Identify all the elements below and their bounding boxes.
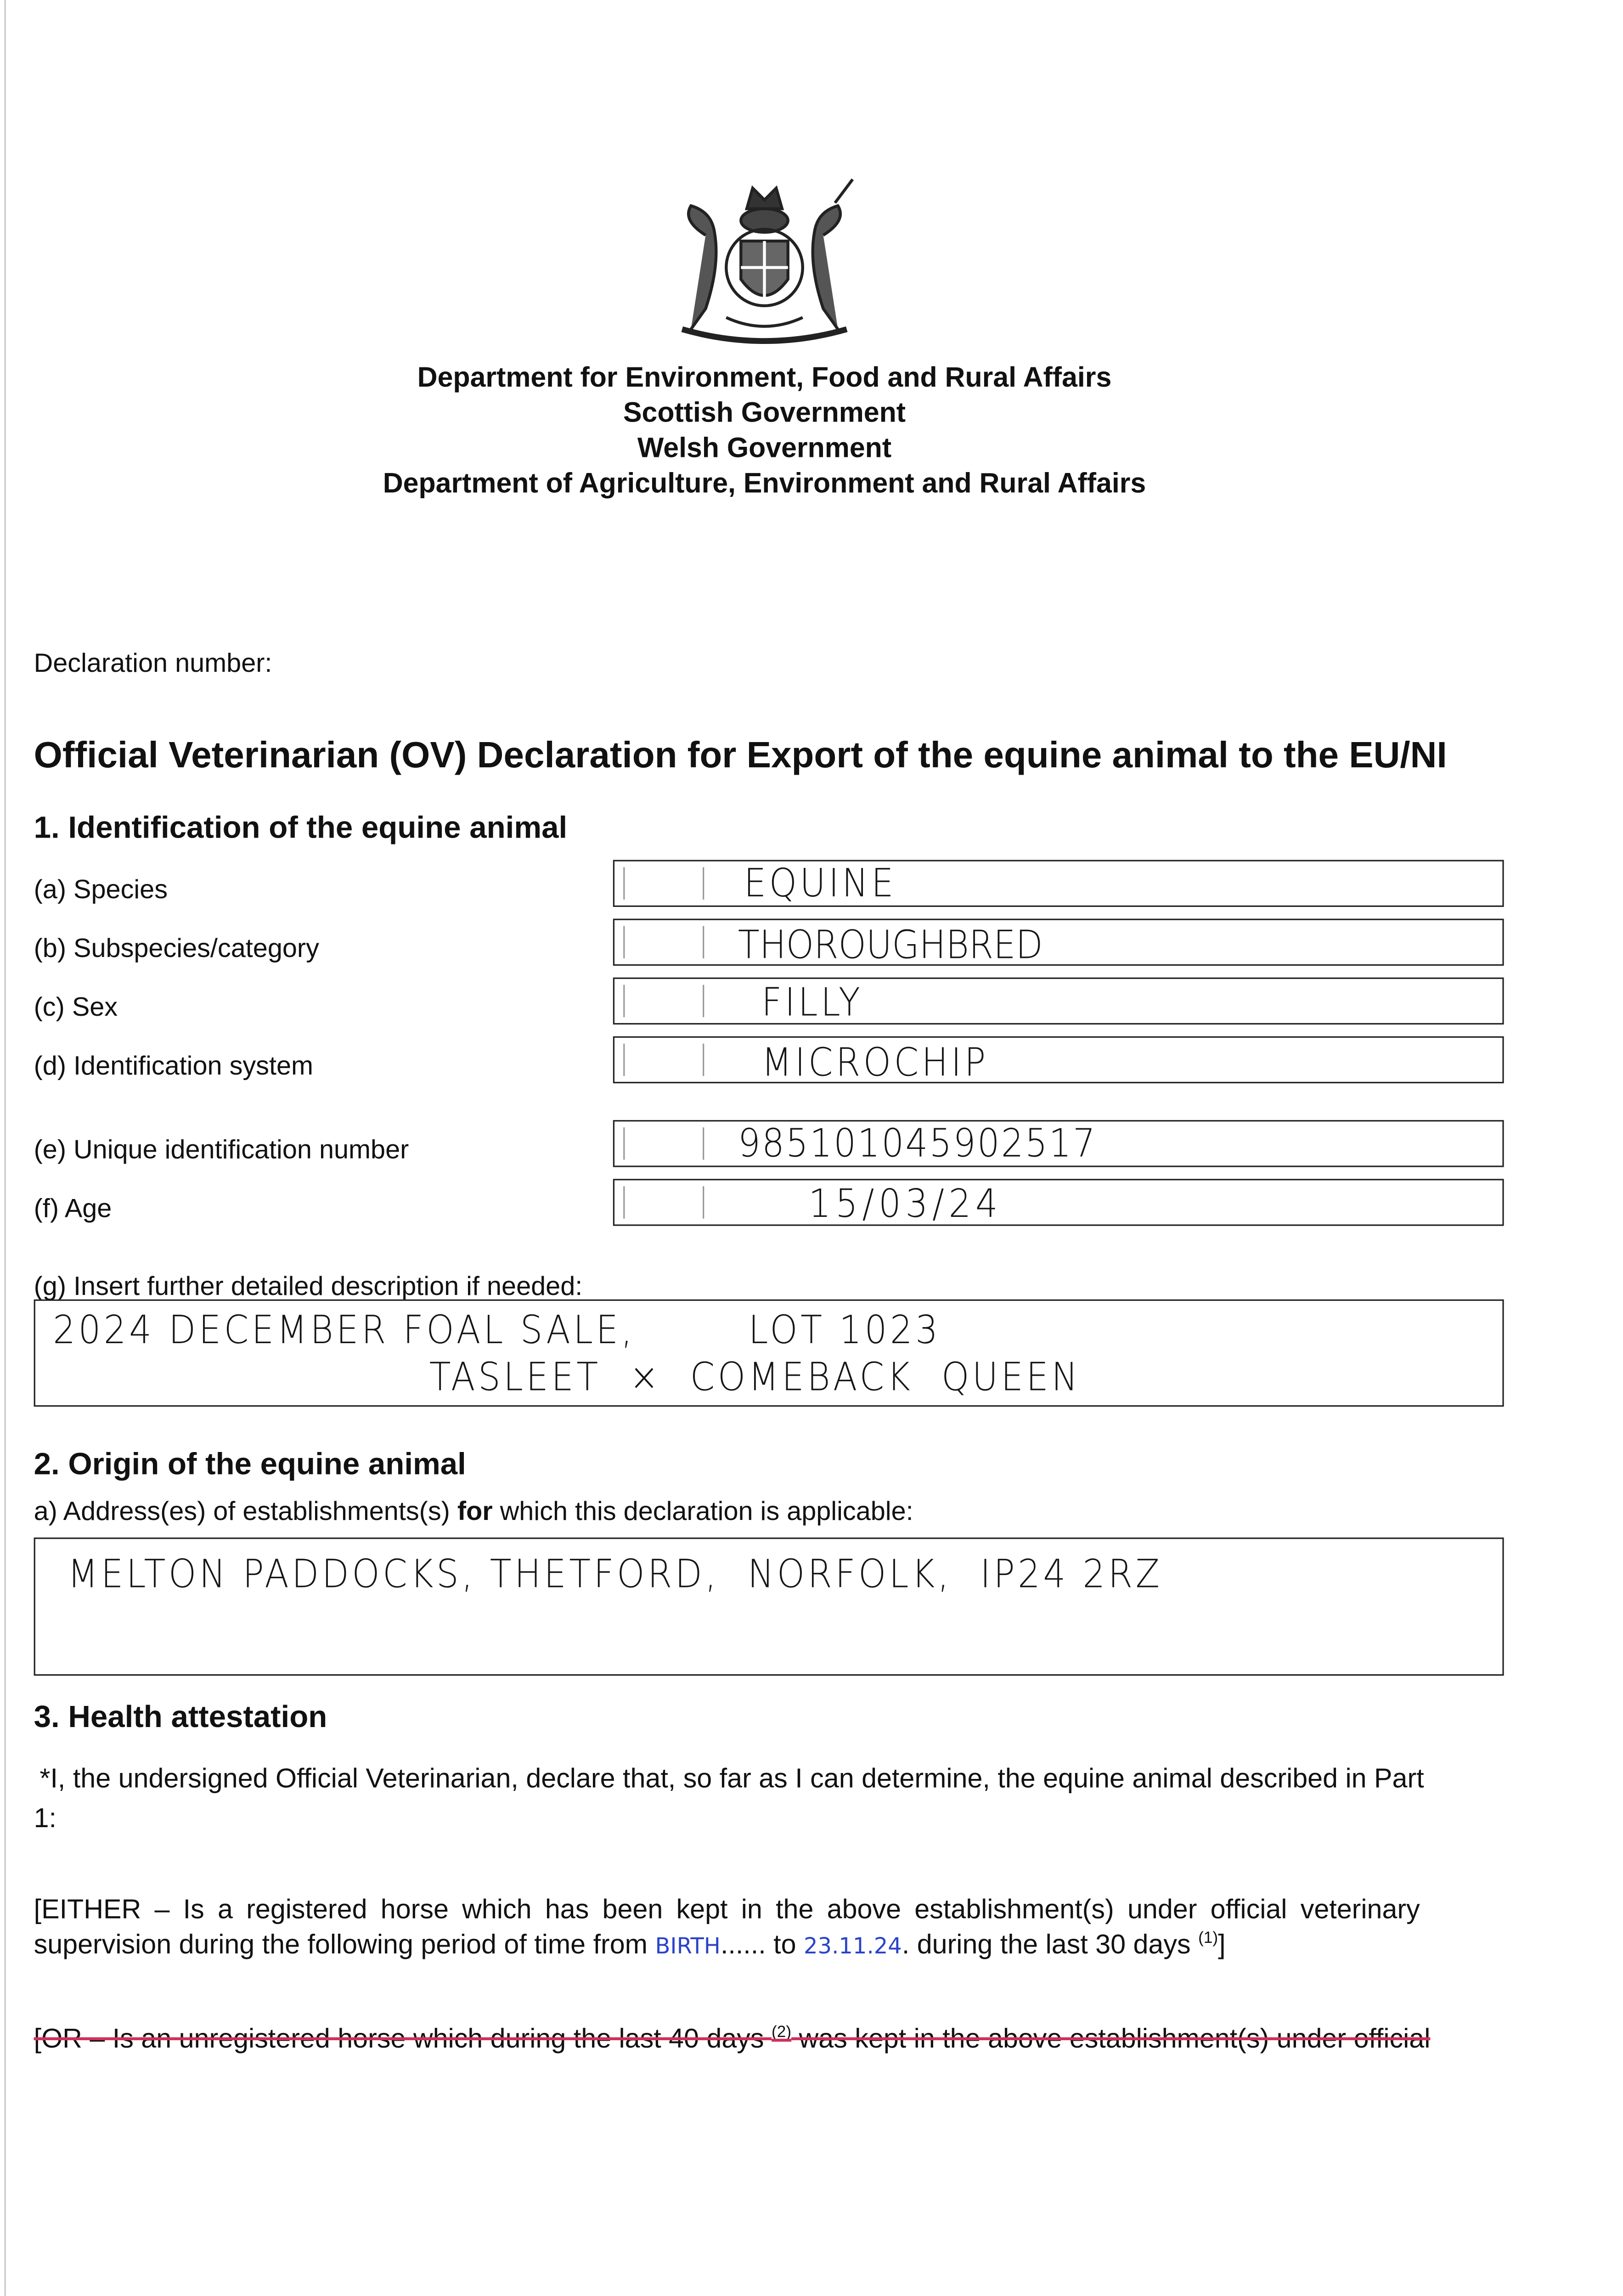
address-label-text: a) Address(es) of establishments(s) xyxy=(34,1496,457,1526)
either-text: supervision during the following period of time from xyxy=(34,1928,655,1959)
subspecies-field[interactable] xyxy=(613,919,1504,966)
address-label-bold: for xyxy=(457,1496,493,1526)
description-line: 2024 DECEMBER FOAL SALE, LOT 1023 xyxy=(53,1307,941,1353)
subspecies-value: THOROUGHBRED xyxy=(738,922,1043,968)
subspecies-label: (b) Subspecies/category xyxy=(34,933,319,963)
document-title: Official Veterinarian (OV) Declaration for Export of the equine animal to the EU/NI xyxy=(34,735,1447,777)
attestation-intro: *I, the undersigned Official Veterinarian, declare that, so far as I can determine, the equine animal described in Part xyxy=(39,1762,1424,1794)
sex-label: (c) Sex xyxy=(34,992,118,1022)
dots: . xyxy=(902,1928,910,1959)
unique-id-value: 985101045902517 xyxy=(738,1121,1097,1166)
department-name: Scottish Government xyxy=(623,398,906,429)
sex-value: FILLY xyxy=(761,979,863,1025)
description-line: TASLEET × COMEBACK QUEEN xyxy=(429,1355,1081,1400)
page-edge xyxy=(5,0,6,2296)
either-clause-period xyxy=(34,1929,1226,1961)
species-field[interactable] xyxy=(613,860,1504,907)
department-name: Welsh Government xyxy=(637,433,892,465)
department-name: Department for Environment, Food and Rural Affairs xyxy=(417,363,1112,394)
address-field[interactable] xyxy=(34,1537,1504,1676)
from-value[interactable]: BIRTH xyxy=(655,1933,721,1959)
dots: ...... xyxy=(720,1928,766,1959)
address-label xyxy=(34,1497,913,1527)
either-text: during the last 30 days xyxy=(909,1928,1199,1959)
either-text: to xyxy=(766,1928,804,1959)
or-text: [OR – Is an unregistered horse which during the last 40 days xyxy=(34,2022,772,2054)
age-field[interactable] xyxy=(613,1179,1504,1226)
description-field[interactable] xyxy=(34,1300,1504,1407)
footnote-ref: (2) xyxy=(772,2024,792,2042)
section-2-heading: 2. Origin of the equine animal xyxy=(34,1447,466,1482)
either-clause: [EITHER – Is a registered horse which has been kept in the above establishment(s) under official veterinary xyxy=(34,1893,1420,1925)
department-name: Department of Agriculture, Environment and Rural Affairs xyxy=(383,469,1146,500)
identification-system-field[interactable] xyxy=(613,1036,1504,1086)
age-value: 15/03/24 xyxy=(808,1181,1003,1227)
section-3-heading: 3. Health attestation xyxy=(34,1700,327,1735)
unique-id-label: (e) Unique identification number xyxy=(34,1135,409,1165)
either-text: ] xyxy=(1218,1928,1226,1959)
declaration-number-label: Declaration number: xyxy=(34,648,272,678)
or-clause-struck xyxy=(34,2023,1431,2055)
identification-system-value: MICROCHIP xyxy=(761,1040,989,1086)
attestation-intro: 1: xyxy=(34,1802,57,1833)
sex-field[interactable] xyxy=(613,978,1504,1024)
address-label-text: which this declaration is applicable: xyxy=(492,1496,913,1526)
royal-coat-of-arms-icon xyxy=(661,176,867,356)
address-value: MELTON PADDOCKS, THETFORD, NORFOLK, IP24 2RZ xyxy=(68,1551,1163,1597)
section-1-heading: 1. Identification of the equine animal xyxy=(34,811,568,845)
species-value: EQUINE xyxy=(744,861,897,906)
or-text: was kept in the above establishment(s) under official xyxy=(791,2022,1431,2054)
footnote-ref: (1) xyxy=(1198,1930,1218,1947)
age-label: (f) Age xyxy=(34,1193,112,1223)
to-value[interactable]: 23.11.24 xyxy=(803,1933,902,1959)
description-label: (g) Insert further detailed description if needed: xyxy=(34,1271,583,1301)
species-label: (a) Species xyxy=(34,874,168,904)
unique-id-field[interactable] xyxy=(613,1120,1504,1167)
identification-system-label: (d) Identification system xyxy=(34,1051,314,1080)
